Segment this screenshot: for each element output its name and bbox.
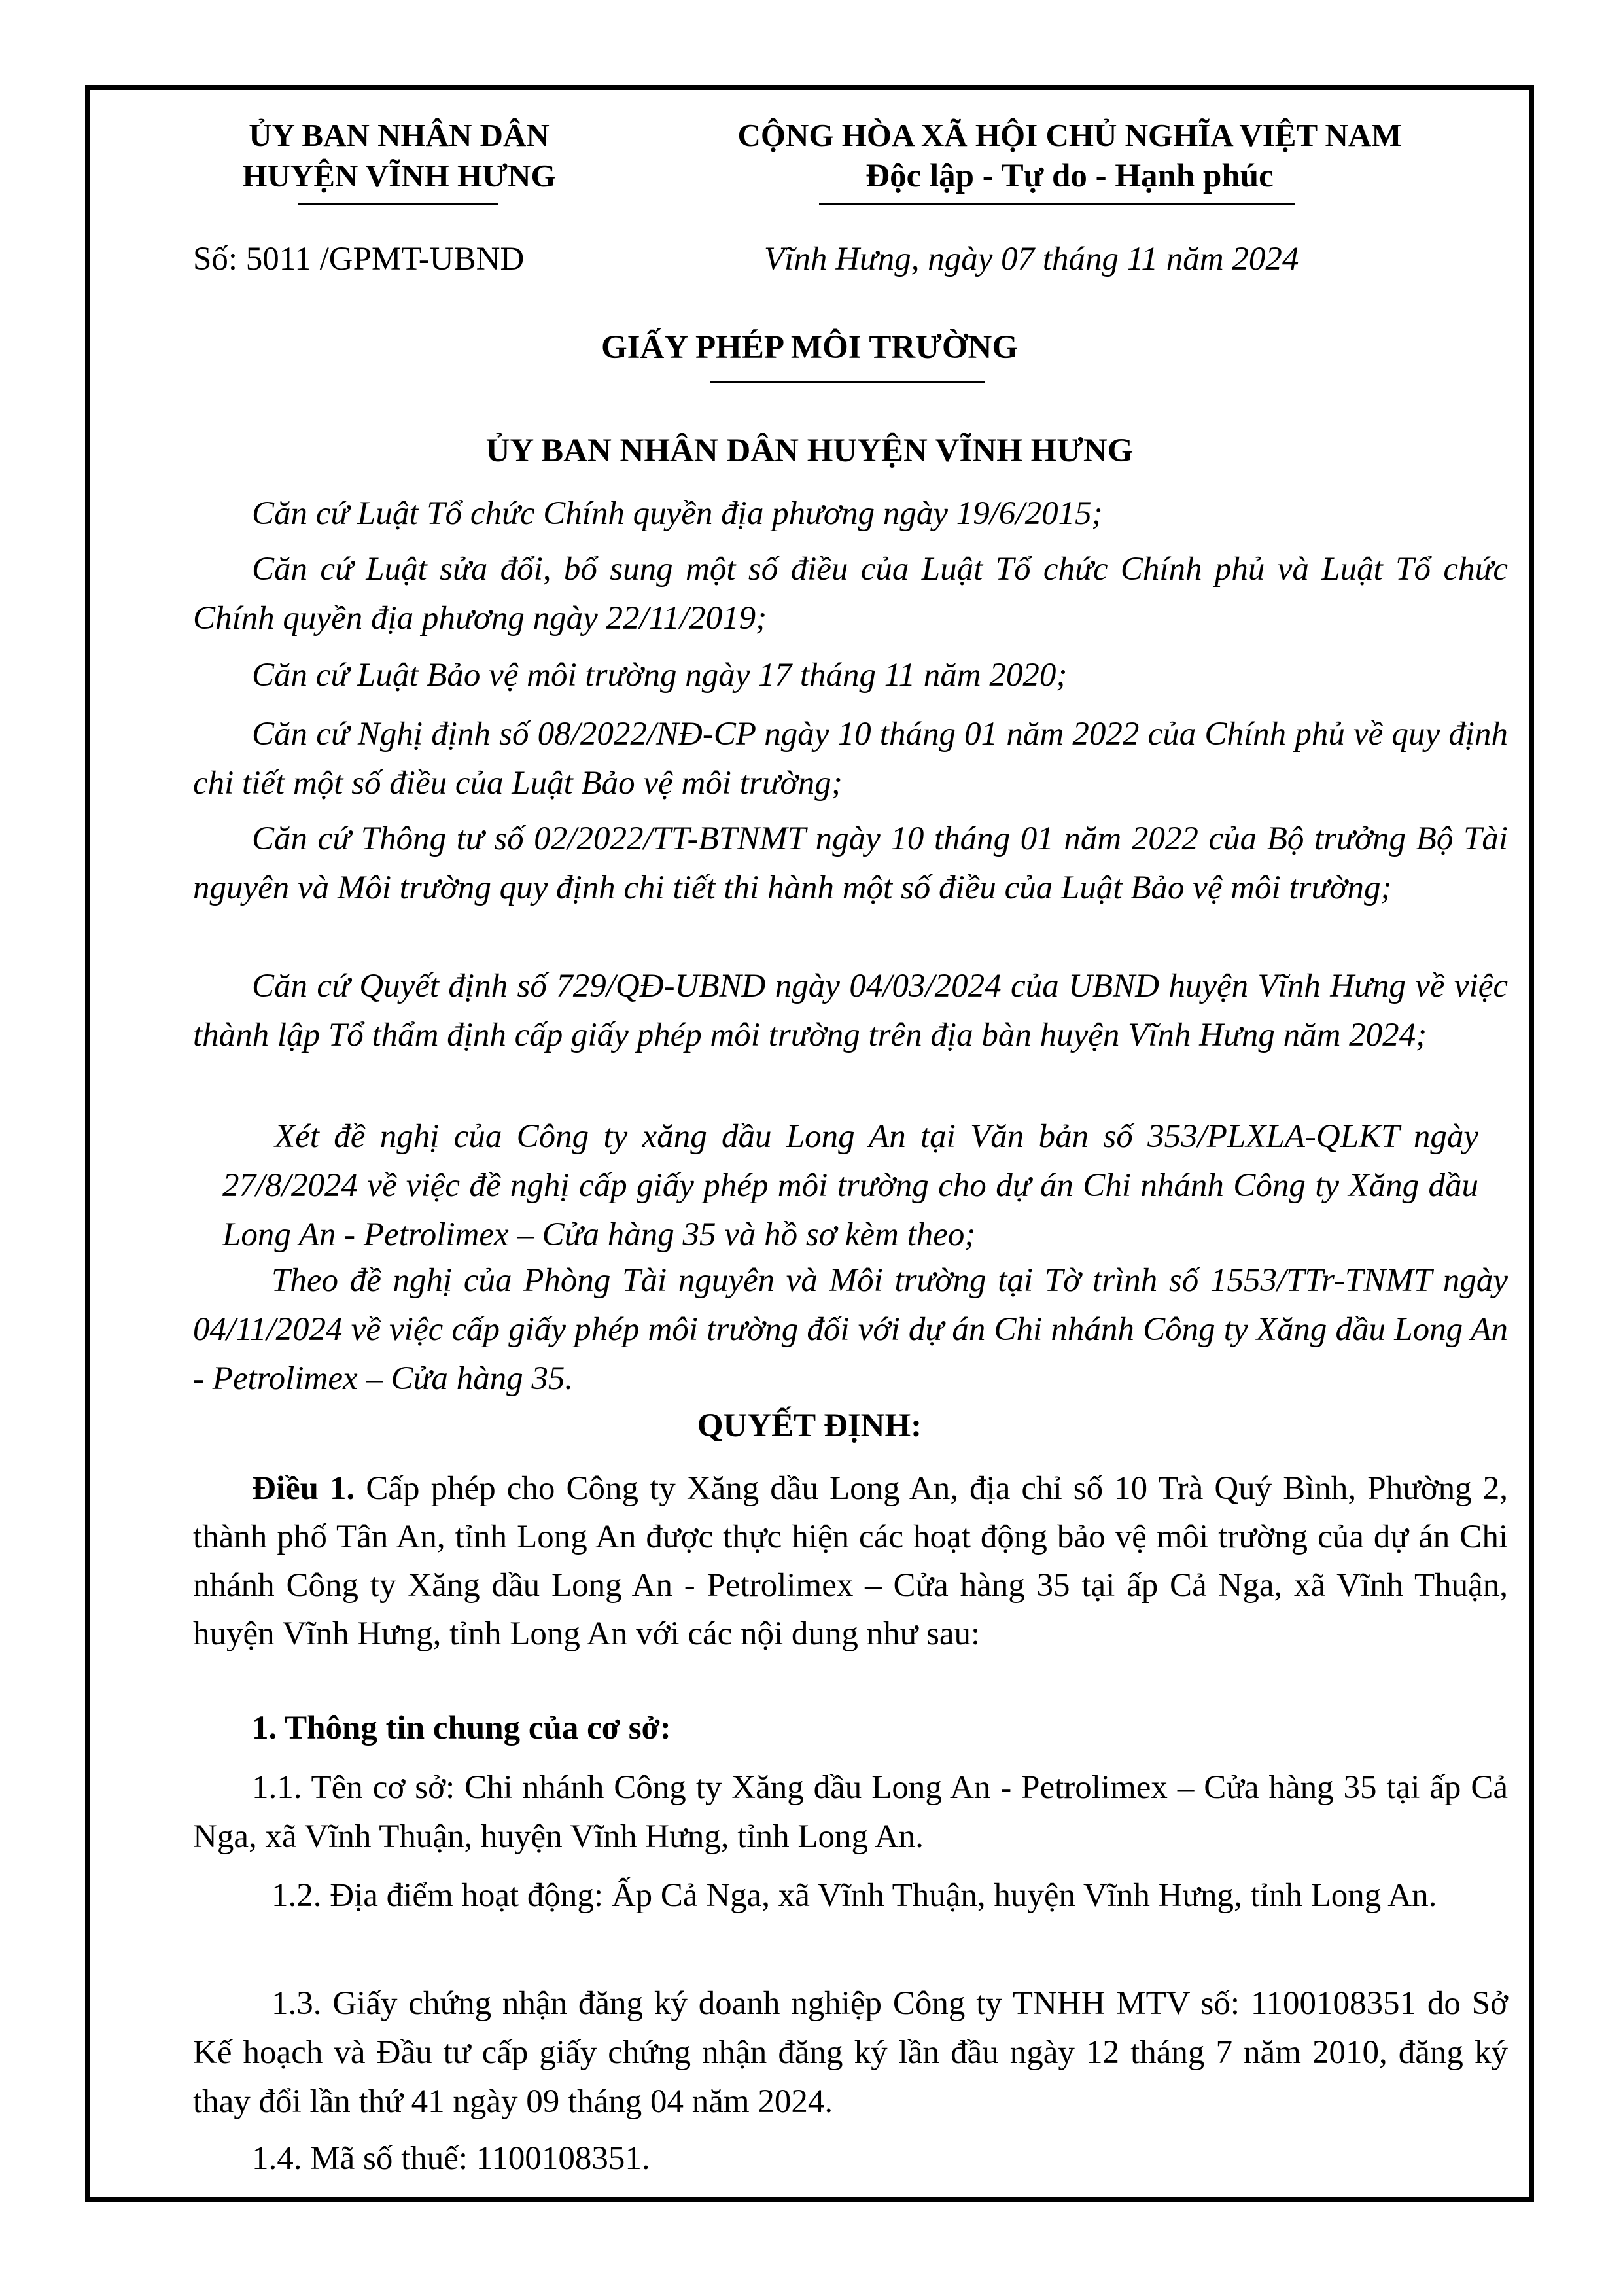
issuer-heading: ỦY BAN NHÂN DÂN HUYỆN VĨNH HƯNG: [485, 433, 1134, 469]
basis-paragraph: [193, 651, 1508, 700]
item-paragraph: [193, 1871, 1508, 1920]
item-text: 1.2. Địa điểm hoạt động: Ấp Cả Nga, xã Vĩnh Thuận, huyện Vĩnh Hưng, tỉnh Long An.: [271, 1877, 1437, 1914]
proposal-paragraph: [222, 1112, 1478, 1260]
issuer-agency-line1: ỦY BAN NHÂN DÂN: [249, 117, 550, 153]
item-text: 1.4. Mã số thuế: 1100108351.: [252, 2140, 650, 2177]
document-date: Vĩnh Hưng, ngày 07 tháng 11 năm 2024: [764, 241, 1299, 277]
right-header-underline: [819, 203, 1295, 205]
item-paragraph: [193, 2134, 1508, 2183]
proposal-paragraph: [193, 1256, 1508, 1404]
basis-text: Căn cứ Luật Bảo vệ môi trường ngày 17 tháng 11 năm 2020;: [252, 657, 1068, 694]
national-motto: Độc lập - Tự do - Hạnh phúc: [865, 158, 1274, 194]
basis-paragraph: [193, 962, 1508, 1060]
document-title: GIẤY PHÉP MÔI TRƯỜNG: [601, 329, 1019, 366]
title-underline: [710, 381, 985, 383]
item-text: 1.1. Tên cơ sở: Chi nhánh Công ty Xăng dầu Long An - Petrolimex – Cửa hàng 35 tại ấp Cả Nga, xã Vĩnh Thuận, huyện Vĩnh Hưng, tỉnh Long An.: [193, 1769, 1508, 1855]
issuer-agency-line2: HUYỆN VĨNH HƯNG: [242, 158, 556, 194]
decision-heading: QUYẾT ĐỊNH:: [697, 1407, 922, 1444]
item-paragraph: [193, 1763, 1508, 1862]
basis-paragraph: [193, 489, 1508, 539]
national-title: CỘNG HÒA XÃ HỘI CHỦ NGHĨA VIỆT NAM: [737, 117, 1402, 153]
basis-text: Căn cứ Nghị định số 08/2022/NĐ-CP ngày 10 tháng 01 năm 2022 của Chính phủ về quy định chi tiết một số điều của Luật Bảo vệ môi trường;: [193, 716, 1508, 802]
article-1-text: Cấp phép cho Công ty Xăng dầu Long An, địa chỉ số 10 Trà Quý Bình, Phường 2, thành phố Tân An, tỉnh Long An được thực hiện các hoạt động bảo vệ môi trường của dự án Chi nhánh Công ty Xăng dầu Long An - Petrolimex – Cửa hàng 35 tại ấp Cả Nga, xã Vĩnh Thuận, huyện Vĩnh Hưng, tỉnh Long An với các nội dung như sau:: [193, 1470, 1508, 1652]
left-header-underline: [298, 203, 498, 205]
article-1-label: Điều 1.: [252, 1470, 355, 1507]
basis-paragraph: [193, 545, 1508, 643]
basis-text: Căn cứ Luật Tổ chức Chính quyền địa phương ngày 19/6/2015;: [252, 495, 1103, 532]
item-text: 1.3. Giấy chứng nhận đăng ký doanh nghiệp Công ty TNHH MTV số: 1100108351 do Sở Kế hoạch và Đầu tư cấp giấy chứng nhận đăng ký lần đầu ngày 12 tháng 7 năm 2010, đăng ký thay đổi lần thứ 41 ngày 09 tháng 04 năm 2024.: [193, 1985, 1508, 2120]
section-1-heading: 1. Thông tin chung của cơ sở:: [252, 1710, 671, 1746]
document-number: Số: 5011 /GPMT-UBND: [193, 241, 525, 277]
basis-text: Căn cứ Quyết định số 729/QĐ-UBND ngày 04/03/2024 của UBND huyện Vĩnh Hưng về việc thành lập Tổ thẩm định cấp giấy phép môi trường trên địa bàn huyện Vĩnh Hưng năm 2024;: [193, 968, 1508, 1053]
proposal-text: Theo đề nghị của Phòng Tài nguyên và Môi trường tại Tờ trình số 1553/TTr-TNMT ngày 04/11/2024 về việc cấp giấy phép môi trường đối với dự án Chi nhánh Công ty Xăng dầu Long An - Petrolimex – Cửa hàng 35.: [193, 1262, 1508, 1397]
item-paragraph: [193, 1979, 1508, 2127]
basis-paragraph: [193, 710, 1508, 808]
article-1-paragraph: [193, 1464, 1508, 1658]
basis-paragraph: [193, 815, 1508, 913]
proposal-text: Xét đề nghị của Công ty xăng dầu Long An tại Văn bản số 353/PLXLA-QLKT ngày 27/8/2024 về việc đề nghị cấp giấy phép môi trường cho dự án Chi nhánh Công ty Xăng dầu Long An - Petrolimex – Cửa hàng 35 và hồ sơ kèm theo;: [222, 1118, 1478, 1253]
basis-text: Căn cứ Thông tư số 02/2022/TT-BTNMT ngày 10 tháng 01 năm 2022 của Bộ trưởng Bộ Tài nguyên và Môi trường quy định chi tiết thi hành một số điều của Luật Bảo vệ môi trường;: [193, 821, 1508, 906]
basis-text: Căn cứ Luật sửa đổi, bổ sung một số điều của Luật Tổ chức Chính phủ và Luật Tổ chức Chính quyền địa phương ngày 22/11/2019;: [193, 551, 1508, 637]
